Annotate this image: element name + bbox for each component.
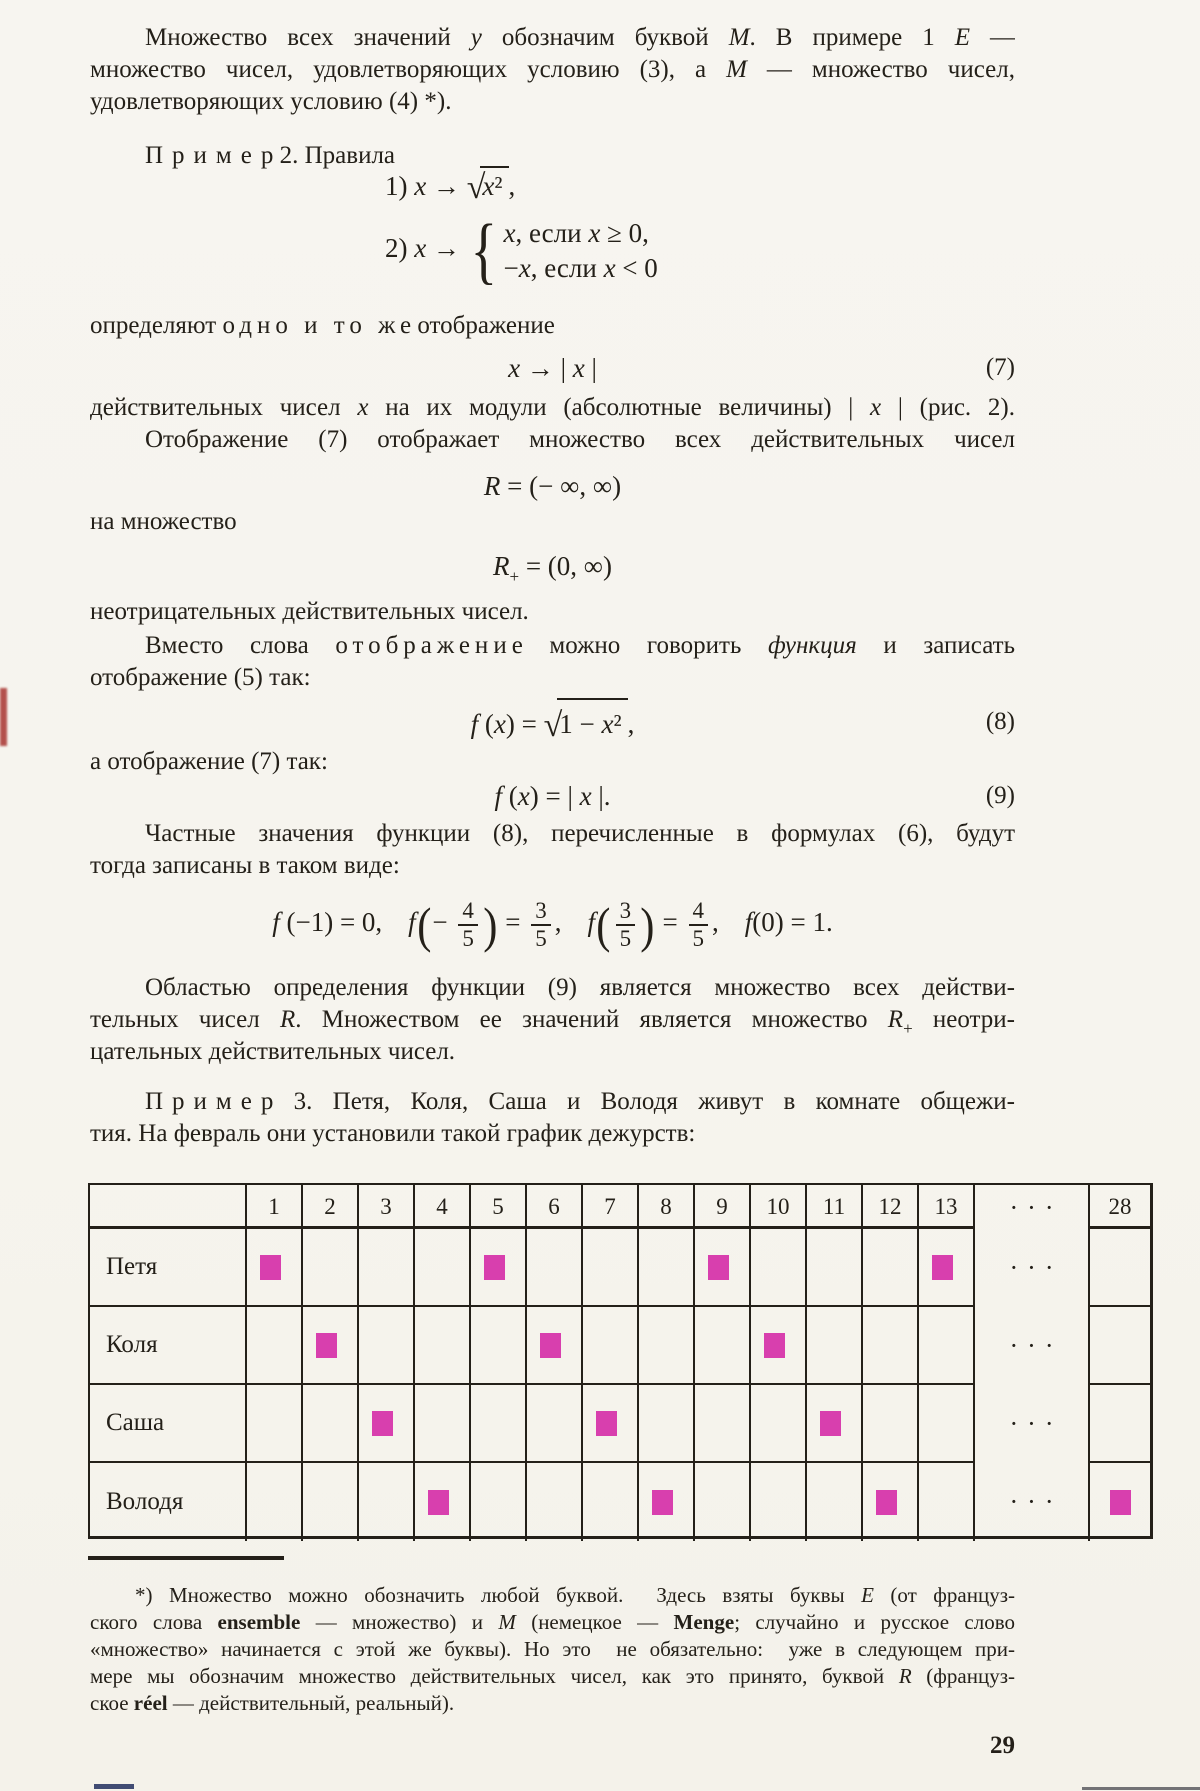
day-cell: [357, 1229, 413, 1307]
text-segment: E: [954, 24, 970, 51]
text-segment: цательных действительных чисел.: [90, 1038, 456, 1065]
day-cell: [861, 1307, 917, 1385]
row-name-cell: Володя: [106, 1488, 184, 1515]
formula-text: [385, 233, 460, 263]
day-cell: [413, 1385, 469, 1463]
text-segment: а отображение (7) так:: [90, 748, 328, 775]
day-header-cell: 12: [861, 1185, 917, 1229]
day-header-cell: 8: [637, 1185, 693, 1229]
text-segment: действительных чисел: [90, 394, 358, 421]
day-cell: [469, 1229, 525, 1307]
footnote-line: [90, 1663, 1015, 1690]
equation-number: (8): [985, 708, 1015, 735]
text-segment: множество чисел, удовлетворяющих условию (3), а: [90, 56, 727, 83]
duty-mark-square: [484, 1255, 505, 1280]
text-segment: . В примере 1: [749, 24, 955, 51]
footnote-line: [90, 1609, 1015, 1636]
fraction: [531, 898, 551, 952]
day-cell: [917, 1229, 973, 1307]
duty-mark-square: [708, 1255, 729, 1280]
day-cell: [413, 1307, 469, 1385]
day-cell: [637, 1463, 693, 1541]
day-cell: [581, 1307, 637, 1385]
curly-brace: {: [470, 210, 498, 292]
formula-text: [385, 171, 467, 201]
duty-mark-square: [260, 1255, 281, 1280]
text-segment: < 0: [615, 253, 658, 283]
duty-mark-square: [372, 1411, 393, 1436]
text-segment: (: [478, 709, 494, 739]
text-segment: ского слова: [90, 1610, 218, 1634]
text-segment: x: [357, 394, 369, 421]
day-cell: [861, 1385, 917, 1463]
duty-table-row: [90, 1229, 1150, 1307]
duty-mark-square: [540, 1333, 561, 1358]
day-cell: [693, 1463, 749, 1541]
text-line: [90, 22, 1015, 54]
text-segment: −: [503, 253, 519, 283]
day-cell: [581, 1463, 637, 1541]
text-segment: M: [726, 56, 747, 83]
text-segment: R: [483, 471, 501, 501]
day-header-cell: 13: [917, 1185, 973, 1229]
footnote-line: [90, 1582, 1015, 1609]
text-segment: на их модули (абсолютные величины) |: [368, 394, 871, 421]
text-line: [90, 140, 1015, 172]
day-cell: [301, 1385, 357, 1463]
text-line: [90, 662, 1015, 694]
day-cell: [637, 1307, 693, 1385]
day-header-cell: 5: [469, 1185, 525, 1229]
text-segment: x: [414, 233, 427, 264]
text-segment: «множество» начинается с этой же буквы). Но это не обязательно: уже в следующем при-: [90, 1637, 1015, 1661]
paragraph-chastnye: [90, 818, 1015, 882]
denominator: 5: [531, 924, 551, 952]
page-number: 29: [990, 1732, 1015, 1759]
text-segment: 1): [385, 171, 415, 201]
duty-mark-square: [932, 1255, 953, 1280]
text-line: [90, 1086, 1015, 1118]
equation-number: (7): [985, 354, 1015, 381]
text-segment: ) =: [505, 709, 544, 739]
sqrt-radical: [544, 698, 628, 750]
row-name-cell: Коля: [90, 1307, 245, 1385]
text-segment: Пример: [145, 1088, 283, 1115]
duty-table-row: [90, 1307, 1150, 1385]
day-cell: [469, 1307, 525, 1385]
text-line: [90, 596, 1015, 628]
text-line: [90, 310, 1015, 342]
day-cell: [749, 1463, 805, 1541]
day-cell: [749, 1385, 805, 1463]
day-cell: [917, 1385, 973, 1463]
text-segment: f: [272, 907, 280, 937]
text-segment: →: [426, 171, 467, 201]
text-segment: (от француз-: [873, 1583, 1015, 1607]
radicand: [557, 698, 627, 749]
day-cell: [245, 1229, 301, 1307]
text-segment: неотрицательных действительных чисел.: [90, 598, 529, 625]
text-segment: = (− ∞, ∞): [500, 471, 622, 501]
day-cell: [805, 1463, 861, 1541]
day-header-cell: 3: [357, 1185, 413, 1229]
scan-artifact-red-smudge: [0, 688, 7, 746]
day-cell: [693, 1229, 749, 1307]
comma: ,: [554, 907, 562, 937]
duty-mark-square: [596, 1411, 617, 1436]
formula-R-plus: [90, 548, 1015, 595]
text-segment: — множество чисел,: [746, 56, 1015, 83]
duty-table-header: [90, 1185, 1150, 1229]
day28-header-cell: 28: [1088, 1185, 1150, 1229]
gap-dots-cell: ···: [973, 1463, 1088, 1541]
piecewise-row: [504, 218, 658, 249]
text-segment: (француз-: [911, 1664, 1015, 1688]
text-line: [90, 630, 1015, 662]
text-line: [90, 392, 1015, 424]
day-header-cell: 7: [581, 1185, 637, 1229]
day-cell: [749, 1229, 805, 1307]
day-cell: [917, 1307, 973, 1385]
day-cell: [413, 1463, 469, 1541]
numerator: 3: [535, 898, 547, 924]
text-line: [90, 1036, 1015, 1068]
text-segment: | (рис. 2).: [881, 394, 1015, 421]
text-segment: x: [588, 218, 601, 248]
text-segment: = (0, ∞): [519, 551, 613, 581]
day-header-cell: 4: [413, 1185, 469, 1229]
text-segment: réel: [133, 1691, 168, 1715]
text-segment: тия. На февраль они установили такой график дежурств:: [90, 1120, 696, 1147]
text-segment: (0) = 1.: [752, 907, 833, 937]
text-segment: —: [970, 24, 1015, 51]
text-line: [90, 972, 1015, 1004]
formula-text: ,: [508, 171, 516, 201]
fraction: [458, 898, 478, 952]
text-segment: x: [572, 353, 585, 383]
text-segment: ²: [613, 709, 622, 739]
text-segment: обозначим буквой: [481, 24, 729, 51]
text-segment: x: [870, 394, 882, 421]
day-cell: [301, 1229, 357, 1307]
duty-mark-square: [652, 1490, 673, 1515]
day-header-cell: 10: [749, 1185, 805, 1229]
day-cell: [357, 1385, 413, 1463]
text-segment: f: [494, 781, 502, 811]
equation-number: (9): [985, 782, 1015, 809]
duty-mark-square: [876, 1490, 897, 1515]
formula-text: [492, 551, 613, 586]
text-segment: ское: [90, 1691, 134, 1715]
paragraph-moduli: [90, 392, 1015, 456]
duty-schedule-table: [88, 1183, 1153, 1539]
text-segment: и записать: [856, 632, 1015, 659]
text-segment: ²: [494, 171, 503, 201]
text-segment: +: [903, 1019, 913, 1036]
text-segment: определяют: [90, 312, 223, 339]
radicand: [480, 166, 508, 205]
day-cell: [581, 1385, 637, 1463]
day28-cell: [1088, 1463, 1150, 1541]
text-line: [90, 86, 1015, 118]
scan-artifact-dark-line: [1082, 1787, 1200, 1790]
day-cell: [637, 1229, 693, 1307]
paragraph-nonnegative: [90, 596, 1015, 628]
text-segment: удовлетворяющих условию (4) *).: [90, 88, 452, 115]
day28-cell: [1088, 1385, 1150, 1463]
day-cell: [469, 1385, 525, 1463]
text-segment: (: [502, 781, 518, 811]
text-segment: Отображение (7) отображает множество всех действительных чисел: [145, 426, 1015, 453]
text-segment: R: [492, 551, 510, 581]
paragraph-domain: [90, 972, 1015, 1068]
text-segment: R: [887, 1006, 904, 1033]
duty-mark-square: [316, 1333, 337, 1358]
duty-mark-square: [764, 1333, 785, 1358]
text-segment: , если: [530, 253, 604, 283]
formula-rule-1: [385, 166, 515, 206]
text-segment: 3. Петя, Коля, Саша и Володя живут в комнате общежи-: [273, 1088, 1015, 1115]
day-cell: [917, 1463, 973, 1541]
text-segment: мере мы обозначим множество действительных чисел, как это принято, буквой: [90, 1664, 899, 1688]
day-cell: [637, 1385, 693, 1463]
paragraph-intro: [90, 22, 1015, 118]
day-cell: [301, 1463, 357, 1541]
text-line: [90, 818, 1015, 850]
formula-8: [90, 698, 1015, 746]
text-segment: Частные значения функции (8), перечисленные в формулах (6), будут: [145, 820, 1015, 847]
text-segment: отображение: [411, 312, 555, 339]
text-segment: +: [509, 567, 520, 586]
text-segment: одно и то же: [222, 312, 417, 339]
text-segment: → |: [520, 353, 573, 383]
day-cell: [245, 1307, 301, 1385]
text-line: [90, 850, 1015, 882]
text-segment: неотри-: [912, 1006, 1015, 1033]
text-segment: x: [517, 781, 530, 811]
day-cell: [693, 1385, 749, 1463]
paragraph-a-otobr: [90, 746, 1015, 778]
gap-dots-cell: ···: [973, 1385, 1088, 1463]
day-cell: [749, 1307, 805, 1385]
piecewise-row: [504, 253, 658, 284]
duty-table-row: [90, 1385, 1150, 1463]
text-segment: ≥ 0,: [600, 218, 649, 248]
day28-cell: [1088, 1307, 1150, 1385]
text-segment: можно говорить: [522, 632, 769, 659]
day-cell: [525, 1463, 581, 1541]
equals-sign: =: [655, 907, 685, 937]
radical-sign: √: [543, 707, 563, 744]
radical-sign: √: [466, 169, 486, 206]
text-segment: (немецкое —: [515, 1610, 674, 1634]
fraction: [616, 898, 636, 952]
scan-artifact-blue-dash: [94, 1784, 134, 1789]
text-segment: 1 −: [559, 709, 602, 739]
text-segment: 2. Правила: [273, 142, 396, 169]
text-segment: Областью определения функции (9) является множество всех действи-: [145, 974, 1015, 1001]
text-segment: — множество) и: [300, 1610, 499, 1634]
text-segment: x: [503, 218, 516, 248]
footnote-line: [90, 1636, 1015, 1663]
day-cell: [581, 1229, 637, 1307]
day-cell: [805, 1229, 861, 1307]
text-segment: x: [482, 171, 495, 201]
denominator: 5: [689, 924, 709, 952]
gap-dots-cell: ···: [973, 1307, 1088, 1385]
formula-9: [90, 778, 1015, 814]
day-cell: [301, 1307, 357, 1385]
text-segment: (−1) = 0,: [279, 907, 383, 937]
duty-table-row: [90, 1463, 1150, 1541]
text-segment: Пример: [145, 142, 283, 169]
text-segment: ensemble: [217, 1610, 301, 1634]
table-corner-cell: [90, 1185, 245, 1229]
text-segment: , если: [515, 218, 589, 248]
text-segment: тельных чисел: [90, 1006, 280, 1033]
day-cell: [413, 1229, 469, 1307]
text-line: [90, 746, 1015, 778]
text-segment: x: [493, 709, 506, 739]
day-cell: [861, 1463, 917, 1541]
numerator: 3: [619, 898, 632, 924]
example-2-heading: [90, 140, 1015, 172]
text-line: [90, 424, 1015, 456]
day-header-cell: 9: [693, 1185, 749, 1229]
numerator: 4: [692, 898, 705, 924]
text-line: [90, 54, 1015, 86]
text-segment: — действительный, реальный).: [167, 1691, 455, 1715]
text-segment: M: [498, 1610, 516, 1634]
text-segment: ) = |: [529, 781, 580, 811]
formula-rule-2: [385, 210, 658, 292]
equals-sign: =: [498, 907, 528, 937]
text-segment: . Множеством ее значений является множество: [295, 1006, 888, 1033]
day-cell: [469, 1463, 525, 1541]
day-header-cell: 11: [805, 1185, 861, 1229]
text-segment: отображение (5) так:: [90, 664, 311, 691]
day-cell: [357, 1463, 413, 1541]
text-line: [90, 1118, 1015, 1150]
text-segment: M: [728, 24, 750, 51]
day-cell: [805, 1385, 861, 1463]
text-segment: Множество всех значений: [145, 24, 471, 51]
piecewise-rows: [504, 218, 658, 284]
text-segment: x: [508, 353, 521, 383]
formula-values: f (−1) = 0, f(− $\frac{4}{5}$ ) = $\frac{3}{5}$ , f( $\frac{3}{5}$ ) = $\frac{4}{5}$ , f(0) = 1.: [272, 896, 833, 953]
text-segment: f: [744, 907, 753, 937]
paragraph-vmesto: [90, 630, 1015, 694]
text-segment: x: [601, 709, 614, 739]
formula-text: [471, 709, 544, 739]
text-segment: функция: [768, 632, 857, 659]
comma: ,: [712, 907, 719, 937]
text-segment: x: [603, 253, 616, 283]
text-segment: на множество: [90, 508, 237, 535]
text-segment: x: [579, 781, 592, 811]
text-segment: Вместо слова: [145, 632, 336, 659]
text-segment: |.: [591, 781, 611, 811]
formula-text: [508, 353, 597, 383]
text-segment: R: [280, 1006, 296, 1033]
text-line: [90, 1004, 1015, 1036]
text-line: [90, 506, 1015, 538]
day-cell: [525, 1229, 581, 1307]
gap-header-dots: ···: [973, 1185, 1088, 1229]
duty-mark-square: [428, 1490, 449, 1515]
text-segment: E: [861, 1583, 874, 1607]
day-cell: [805, 1307, 861, 1385]
footnote: [90, 1582, 1015, 1717]
formula-R: [90, 468, 1015, 504]
function-symbol: f: [408, 907, 416, 937]
formula-text: [272, 907, 382, 937]
denominator: 5: [458, 924, 478, 952]
sqrt-radical: [467, 166, 509, 206]
text-segment: тогда записаны в таком виде:: [90, 852, 400, 879]
text-segment: *) Множество можно обозначить любой буквой. Здесь взяты буквы: [135, 1583, 862, 1607]
row-name-cell: Петя: [90, 1229, 245, 1307]
formula-text: [484, 471, 621, 501]
text-segment: y: [470, 24, 482, 51]
day-cell: [861, 1229, 917, 1307]
day-header-cell: 2: [301, 1185, 357, 1229]
row-name-cell: Саша: [90, 1385, 245, 1463]
text-segment: →: [426, 233, 460, 264]
day-cell: [693, 1307, 749, 1385]
formula-7: [90, 350, 1015, 386]
day-cell: [245, 1463, 301, 1541]
text-segment: ; случайно и русское слово: [734, 1610, 1015, 1634]
formula-text: [745, 907, 833, 937]
text-segment: x: [518, 253, 531, 283]
formula-text: ,: [627, 709, 635, 739]
day-cell: [525, 1307, 581, 1385]
text-segment: x: [414, 171, 427, 201]
example-3-paragraph: [90, 1086, 1015, 1150]
minus-sign: −: [432, 907, 455, 937]
text-segment: Menge: [673, 1610, 735, 1634]
denominator: 5: [616, 924, 636, 952]
day-header-cell: 6: [525, 1185, 581, 1229]
gap-dots-cell: ···: [973, 1229, 1088, 1307]
text-segment: R: [898, 1664, 912, 1688]
function-symbol: f: [587, 907, 595, 937]
duty-mark-square: [1110, 1490, 1131, 1515]
day-cell: [525, 1385, 581, 1463]
day-header-cell: 1: [245, 1185, 301, 1229]
footnote-rule: [88, 1556, 284, 1560]
numerator: 4: [462, 898, 474, 924]
text-segment: f: [470, 709, 479, 739]
text-segment: отображение: [335, 632, 528, 659]
duty-mark-square: [820, 1411, 841, 1436]
paragraph-onto-set: [90, 506, 1015, 538]
day28-cell: [1088, 1229, 1150, 1307]
formula-text: [494, 781, 610, 811]
duty-table-body: [90, 1229, 1150, 1541]
text-segment: |: [584, 353, 597, 383]
day-cell: [357, 1307, 413, 1385]
paragraph-define-mapping: [90, 310, 1015, 342]
text-segment: 2): [385, 233, 415, 264]
day-cell: [245, 1385, 301, 1463]
footnote-line: [90, 1690, 1015, 1717]
fraction: [689, 898, 709, 952]
